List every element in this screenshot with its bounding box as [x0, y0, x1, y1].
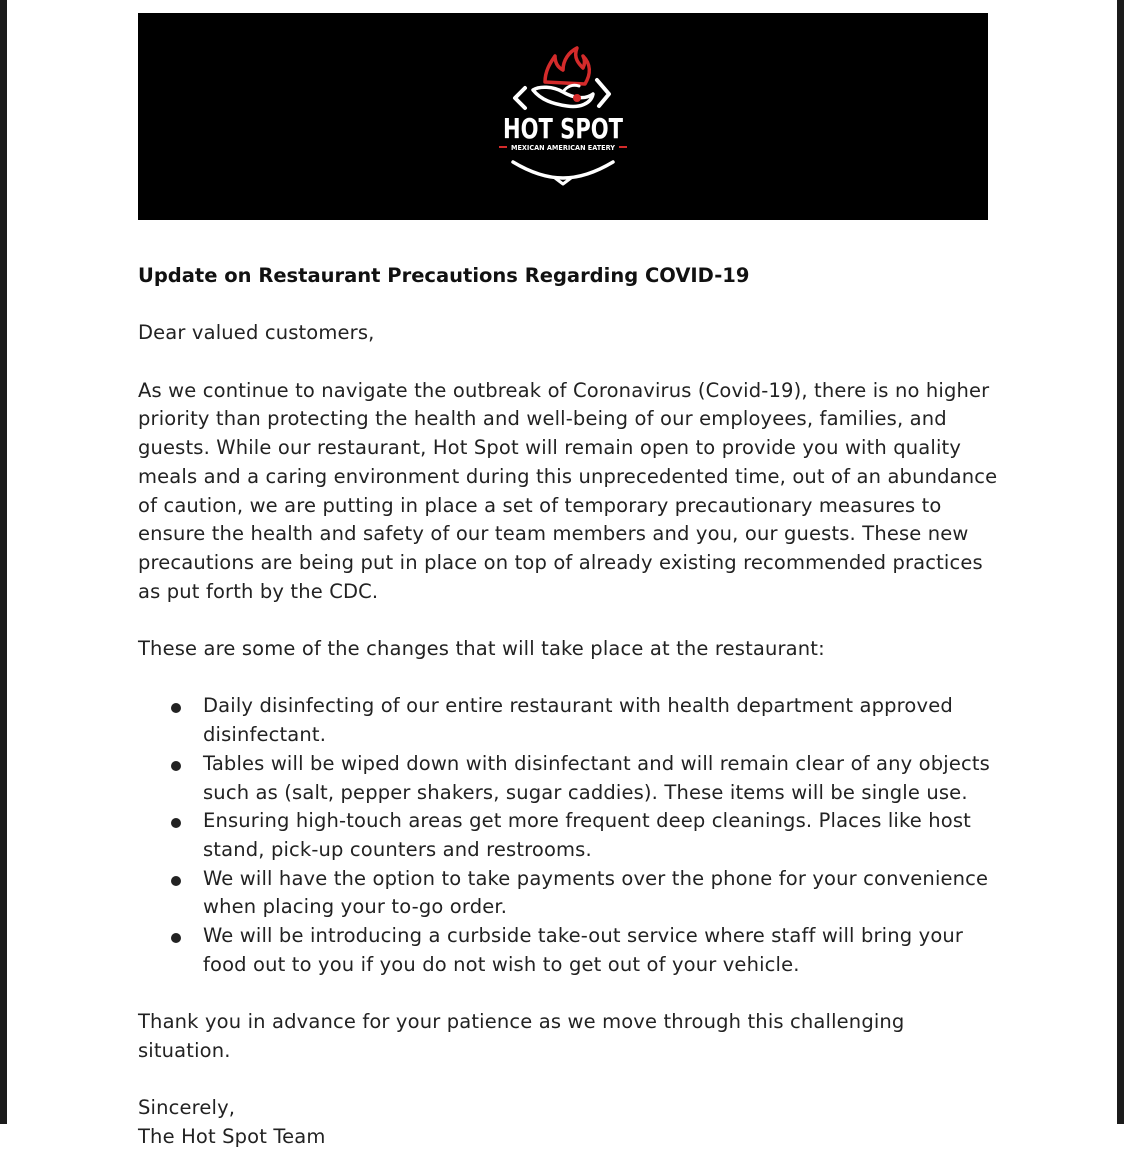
bullet-icon	[171, 818, 181, 828]
signature: The Hot Spot Team	[138, 1125, 326, 1148]
list-intro: These are some of the changes that will take place at the restaurant:	[138, 637, 825, 661]
flame-icon	[545, 48, 589, 84]
left-edge	[0, 0, 7, 1124]
hot-spot-logo	[493, 40, 633, 190]
swoosh-icon	[513, 162, 613, 178]
left-bracket-icon	[515, 88, 525, 108]
bullet-icon	[171, 876, 181, 886]
changes-list	[138, 692, 998, 979]
signoff: Sincerely,	[138, 1096, 236, 1120]
brand-name: HOT SPOT	[503, 112, 624, 145]
intro-paragraph: As we continue to navigate the outbreak of Coronavirus (Covid-19), there is no higher priority than protecting the health and well-being of our employees, families, and guests. While our restaurant, Hot Spot will remain open to provide you with quality meals and a caring environment during this unprecedented time, out of an abundance of caution, we are putting in place a set of temporary precautionary measures to ensure the health and safety of our team members and you, our guests. These new precautions are being put in place on top of already existing recommended practices as put forth by the CDC.	[138, 378, 998, 603]
letter-body	[138, 262, 998, 1152]
brand-tagline: MEXICAN AMERICAN EATERY	[511, 144, 616, 152]
list-item	[138, 865, 998, 922]
list-item-text: Daily disinfecting of our entire restaurant with health department approved disinfectant.	[203, 694, 953, 747]
list-item	[138, 692, 998, 749]
bullet-icon	[171, 703, 181, 713]
list-item	[138, 922, 998, 979]
list-item	[138, 807, 998, 864]
list-item-text: Ensuring high-touch areas get more frequent deep cleanings. Places like host stand, pick-up counters and restrooms.	[203, 809, 971, 861]
right-edge	[1117, 0, 1124, 1124]
thanks-paragraph: Thank you in advance for your patience as we move through this challenging situation.	[138, 1010, 905, 1062]
list-item-text: Tables will be wiped down with disinfectant and will remain clear of any objects such as (salt, pepper shakers, sugar caddies). These items will be single use.	[203, 751, 990, 804]
list-item	[138, 750, 998, 807]
bullet-icon	[171, 761, 181, 771]
greeting: Dear valued customers,	[138, 321, 375, 345]
letter-title: Update on Restaurant Precautions Regarding COVID-19	[138, 264, 750, 287]
right-bracket-icon	[597, 80, 609, 106]
bullet-icon	[171, 933, 181, 943]
list-item-text: We will have the option to take payments over the phone for your convenience when placing your to-go order.	[203, 866, 989, 919]
closing	[138, 1094, 998, 1151]
list-item-text: We will be introducing a curbside take-out service where staff will bring your food out to you if you do not wish to get out of your vehicle.	[203, 924, 964, 976]
